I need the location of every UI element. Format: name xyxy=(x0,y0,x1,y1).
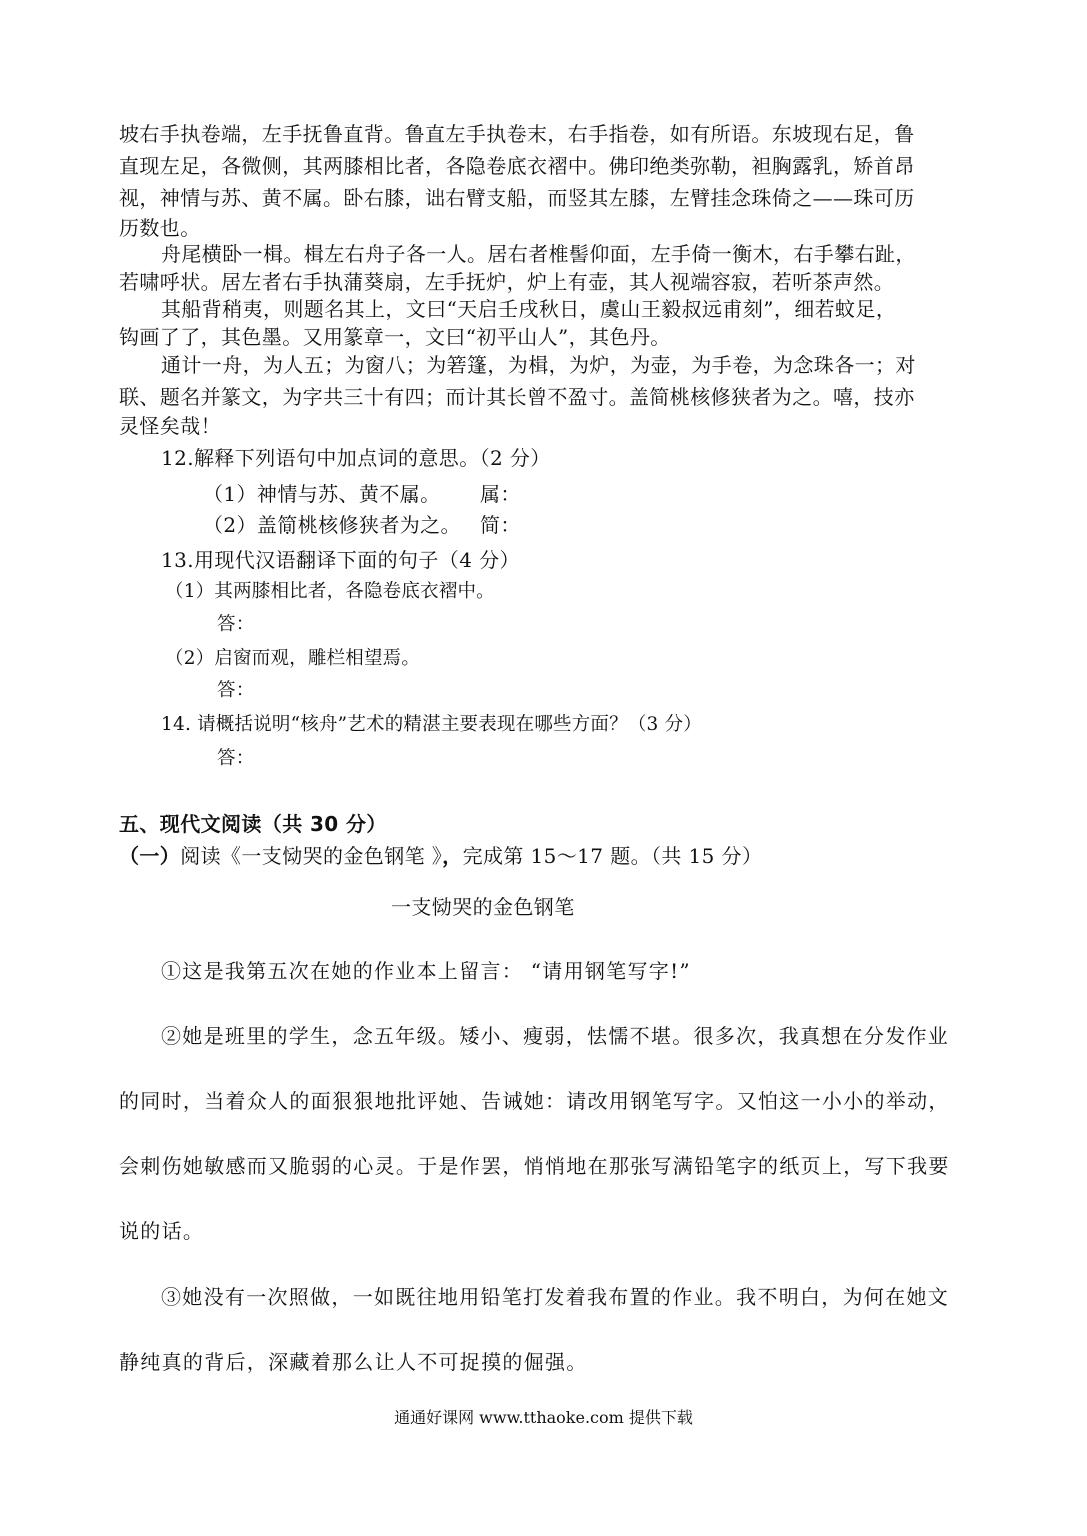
article-paragraph: ①这是我第五次在她的作业本上留言： “请用钢笔写字!” xyxy=(161,959,691,983)
passage-line: 联、题名并篆文，为字共三十有四；而计其长曾不盈寸。盖简桃核修狭者为之。嘻，技亦 xyxy=(119,385,915,409)
subsection-heading xyxy=(119,841,762,871)
question-12-title: 12.解释下列语句中加点词的意思。（2 分） xyxy=(161,446,551,470)
article-title: 一支恸哭的金色钢笔 xyxy=(391,895,575,919)
passage-line: 其船背稍夷，则题名其上，文曰“天启壬戌秋日，虞山王毅叔远甫刻”，细若蚊足， xyxy=(161,297,897,321)
question-text: （2）盖 xyxy=(203,513,278,537)
answer-blank[interactable]: 简： xyxy=(480,513,521,537)
question-text: （1）神情与苏、黄不 xyxy=(203,482,400,506)
question-text: 桃核修狭者为之。 xyxy=(297,513,461,537)
passage-line: 灵怪矣哉！ xyxy=(119,414,221,438)
subsection-text: ， xyxy=(442,844,463,868)
article-paragraph: 会刺伤她敏感而又脆弱的心灵。于是作罢，悄悄地在那张写满铅笔字的纸页上，写下我要 xyxy=(119,1154,950,1178)
article-paragraph: 说的话。 xyxy=(119,1219,205,1243)
subsection-text: 阅读《一支恸哭的金色钢笔 》 xyxy=(180,844,443,868)
dotted-word: 属 xyxy=(399,482,421,506)
answer-blank[interactable]: 答： xyxy=(217,680,255,701)
subsection-number: （一） xyxy=(119,844,181,868)
article-paragraph: ②她是班里的学生，念五年级。矮小、瘦弱，怯懦不堪。很多次，我真想在分发作业 xyxy=(161,1024,950,1048)
passage-line: 钩画了了，其色墨。又用篆章一，文曰“初平山人”，其色丹。 xyxy=(119,325,671,349)
article-paragraph: ③她没有一次照做，一如既往地用铅笔打发着我布置的作业。我不明白，为何在她文 xyxy=(161,1285,950,1309)
section-heading: 五、现代文阅读（共 30 分） xyxy=(119,812,387,836)
question-13-item-1: （1）其两膝相比者，各隐卷底衣褶中。 xyxy=(165,581,495,602)
question-13-item-2: （2）启窗而观，雕栏相望焉。 xyxy=(165,648,421,669)
question-12-item-1 xyxy=(203,479,441,509)
passage-line: 视，神情与苏、黄不属。卧右膝，诎右臂支船，而竖其左膝，左臂挂念珠倚之——珠可历 xyxy=(119,186,915,210)
page-footer: 通通好课网 www.tthaoke.com 提供下载 xyxy=(394,1408,693,1427)
passage-line: 坡右手执卷端，左手抚鲁直背。鲁直左手执卷末，右手指卷，如有所语。东坡现右足，鲁 xyxy=(119,122,915,146)
passage-line: 直现左足，各微侧，其两膝相比者，各隐卷底衣褶中。佛印绝类弥勒，袒胸露乳，矫首昂 xyxy=(119,154,915,178)
question-text: 。 xyxy=(420,482,441,506)
answer-blank[interactable]: 答： xyxy=(217,614,255,635)
answer-blank[interactable]: 答： xyxy=(217,748,255,769)
passage-line: 历数也。 xyxy=(119,216,201,240)
passage-line: 若啸呼状。居左者右手执蒲葵扇，左手抚炉，炉上有壶，其人视端容寂，若听茶声然。 xyxy=(119,270,895,294)
question-12-item-2 xyxy=(203,510,461,540)
passage-line: 舟尾横卧一楫。楫左右舟子各一人。居右者椎髻仰面，左手倚一衡木，右手攀右趾， xyxy=(161,242,916,266)
article-paragraph: 的同时，当着众人的面狠狠地批评她、告诫她：请改用钢笔写字。又怕这一小小的举动， xyxy=(119,1089,950,1113)
article-paragraph: 静纯真的背后，深藏着那么让人不可捉摸的倔强。 xyxy=(119,1350,588,1374)
question-13-title: 13.用现代汉语翻译下面的句子（4 分） xyxy=(161,548,520,572)
question-14-title: 14. 请概括说明“核舟”艺术的精湛主要表现在哪些方面？（3 分） xyxy=(161,714,702,735)
answer-blank[interactable]: 属： xyxy=(480,482,521,506)
dotted-word: 简 xyxy=(277,513,298,537)
subsection-text: 完成第 15～17 题。（共 15 分） xyxy=(462,844,763,868)
passage-line: 通计一舟，为人五；为窗八；为箬篷，为楫，为炉，为壶，为手卷，为念珠各一；对 xyxy=(161,353,916,377)
